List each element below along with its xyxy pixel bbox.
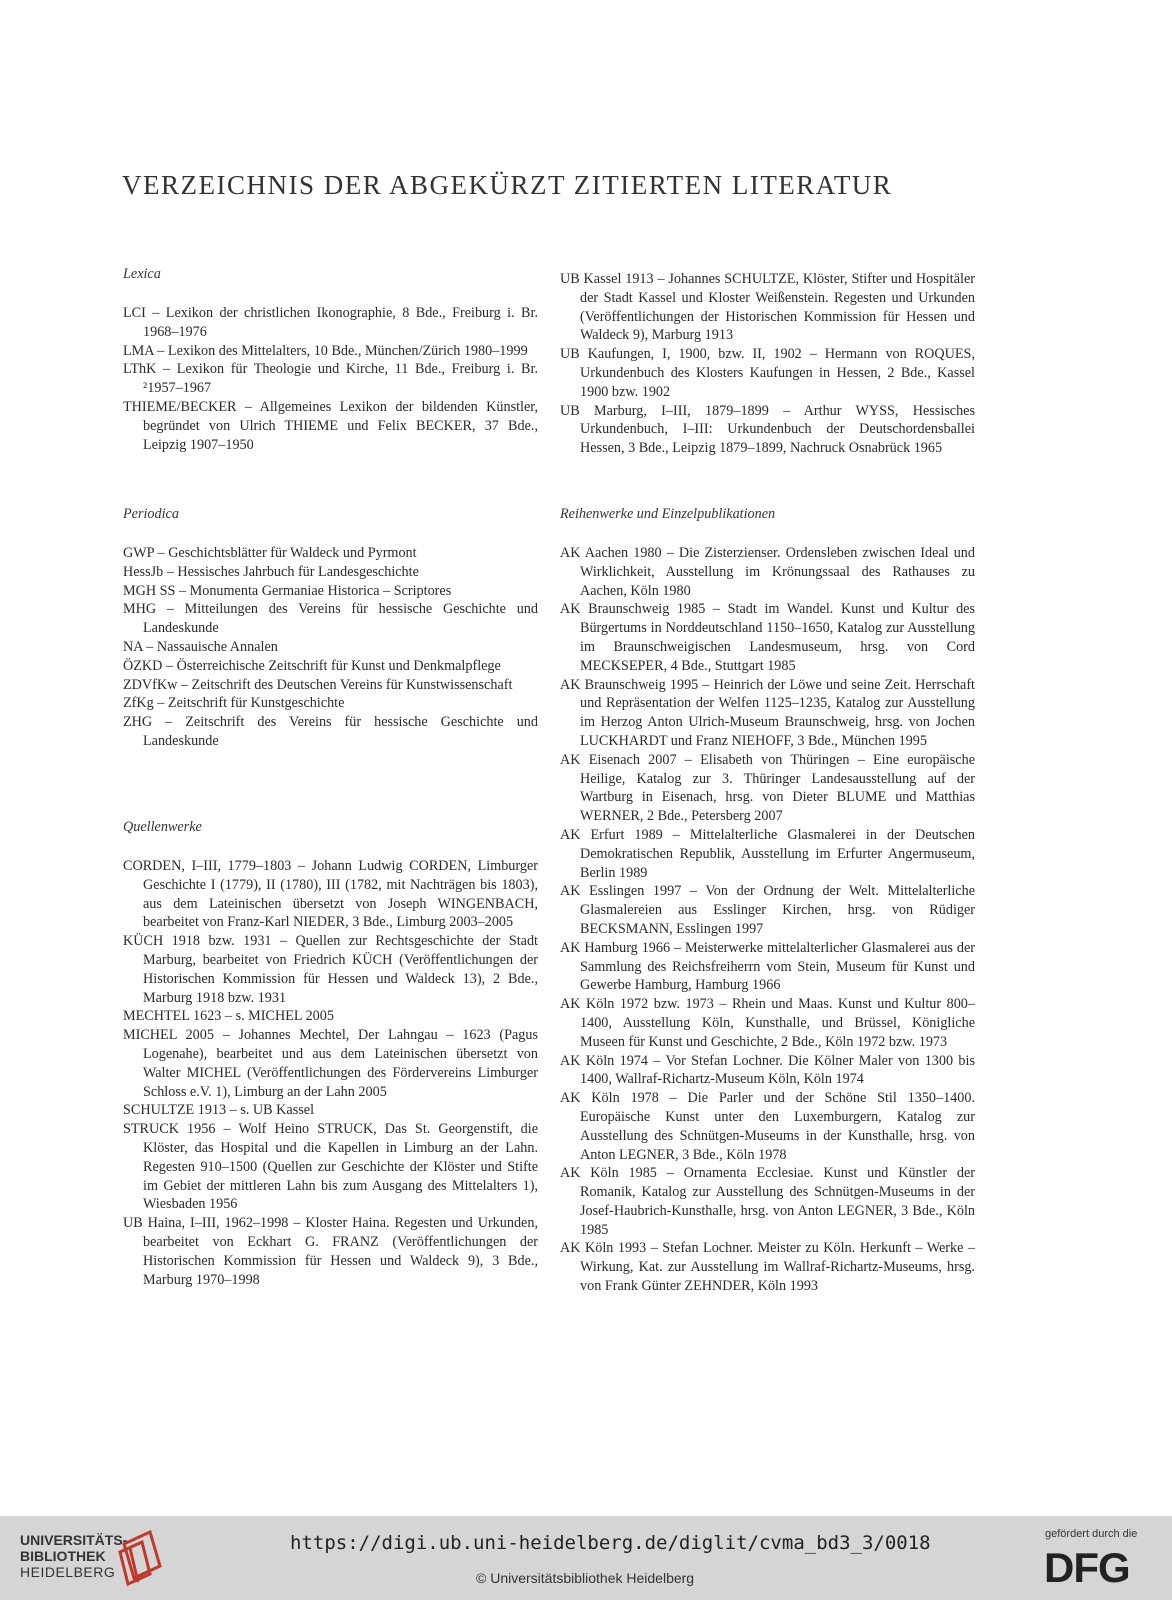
bibliography-entry: NA – Nassauische Annalen [123, 638, 278, 655]
bibliography-entry: AK Eisenach 2007 – Elisabeth von Thüringen – Eine europäische Heilige, Katalog zur 3. Thüringer Landesausstellung auf der Wartburg in Eisenach, hrsg. von Dieter BLUME und Matthias WERNER, 2 Bde., Petersberg 2007 [560, 751, 975, 825]
bibliography-entry: KÜCH 1918 bzw. 1931 – Quellen zur Rechtsgeschichte der Stadt Marburg, bearbeitet von Friedrich KÜCH (Veröffentlichungen der Historischen Kommission für Hessen und Waldeck 13), 2 Bde., Marburg 1918 bzw. 1931 [123, 933, 538, 1006]
entry-list-reihenwerke [560, 544, 975, 1296]
entry-list-urkundenbuecher [560, 270, 975, 458]
entry-list-quellenwerke [123, 857, 538, 1289]
dfg-logo[interactable]: DFG [1044, 1544, 1130, 1591]
bibliography-entry: AK Erfurt 1989 – Mittelalterliche Glasmalerei in der Deutschen Demokratischen Republik, Ausstellung im Erfurter Angermuseum, Berlin 1989 [560, 826, 975, 881]
bibliography-entry: AK Köln 1974 – Vor Stefan Lochner. Die Kölner Maler von 1300 bis 1400, Wallraf-Richartz-Museum Köln, Köln 1974 [560, 1052, 975, 1088]
bibliography-entry: LThK – Lexikon für Theologie und Kirche, 11 Bde., Freiburg i. Br. ²1957–1967 [123, 361, 538, 397]
bibliography-entry: AK Hamburg 1966 – Meisterwerke mittelalterlicher Glasmalerei aus der Sammlung des Reichsfreiherrn vom Stein, Museum für Kunst und Gewerbe Hamburg, Hamburg 1966 [560, 939, 975, 994]
section-periodica [123, 505, 538, 751]
bibliography-entry: AK Braunschweig 1985 – Stadt im Wandel. Kunst und Kultur des Bürgertums in Norddeutschland 1150–1650, Katalog zur Ausstellung im Braunschweigischen Landesmuseum, hrsg. von Cord MECKSEPER, 4 Bde., Stuttgart 1985 [560, 601, 975, 674]
bibliography-entry: MGH SS – Monumenta Germaniae Historica – Scriptores [123, 582, 452, 599]
bibliography-entry: ZDVfKw – Zeitschrift des Deutschen Vereins für Kunstwissenschaft [123, 676, 513, 693]
bibliography-entry: ZHG – Zeitschrift des Vereins für hessische Geschichte und Landeskunde [123, 714, 538, 749]
bibliography-entry: UB Kassel 1913 – Johannes SCHULTZE, Klöster, Stifter und Hospitäler der Stadt Kassel und Kloster Weißenstein. Regesten und Urkunden (Veröffentlichungen der Historischen Kommission für Hessen und Waldeck 9), Marburg 1913 [560, 271, 975, 344]
bibliography-entry: AK Köln 1978 – Die Parler und der Schöne Stil 1350–1400. Europäische Kunst unter den Luxemburgern, Katalog zur Ausstellung des Schnütgen-Museums in der Kunsthalle, hrsg. von Anton LEGNER, 3 Bde., Köln 1978 [560, 1090, 975, 1163]
bibliography-entry: MHG – Mitteilungen des Vereins für hessische Geschichte und Landeskunde [123, 601, 538, 637]
bibliography-entry: LCI – Lexikon der christlichen Ikonographie, 8 Bde., Freiburg i. Br. 1968–1976 [123, 305, 538, 340]
bibliography-entry: AK Braunschweig 1995 – Heinrich der Löwe und seine Zeit. Herrschaft und Repräsentation der Welfen 1125–1235, Katalog zur Ausstellung im Herzog Anton Ulrich-Museum Braunschweig, hrsg. von Jochen LUCKHARDT und Franz NIEHOFF, 3 Bde., München 1995 [560, 676, 975, 749]
bibliography-entry: UB Haina, I–III, 1962–1998 – Kloster Haina. Regesten und Urkunden, bearbeitet von Eckhart G. FRANZ (Veröffentlichungen der Historischen Kommission für Hessen und Waldeck 9), 3 Bde., Marburg 1970–1998 [123, 1215, 538, 1288]
page-title: VERZEICHNIS DER ABGEKÜRZT ZITIERTEN LITERATUR [122, 170, 893, 200]
bibliography-entry: ZfKg – Zeitschrift für Kunstgeschichte [123, 695, 345, 712]
copyright-notice: © Universitätsbibliothek Heidelberg [476, 1570, 695, 1586]
bibliography-entry: AK Köln 1993 – Stefan Lochner. Meister zu Köln. Herkunft – Werke – Wirkung, Kat. zur Ausstellung im Wallraf-Richartz-Museums, hrsg. von Frank Günter ZEHNDER, Köln 1993 [560, 1240, 975, 1295]
bibliography-entry: MECHTEL 1623 – s. MICHEL 2005 [123, 1008, 334, 1025]
funder-label: gefördert durch die [1045, 1528, 1138, 1540]
bibliography-entry: MICHEL 2005 – Johannes Mechtel, Der Lahngau – 1623 (Pagus Logenahe), bearbeitet und aus dem Lateinischen übersetzt von Walter MICHEL (Veröffentlichungen des Fördervereins Limburger Schloss e.V. 1), Limburg an der Lahn 2005 [123, 1027, 538, 1100]
bibliography-entry: HessJb – Hessisches Jahrbuch für Landesgeschichte [123, 563, 419, 580]
section-lexica [123, 265, 538, 454]
bibliography-entry: STRUCK 1956 – Wolf Heino STRUCK, Das St. Georgenstift, die Klöster, das Hospital und die Kapellen in Limburg an der Lahn. Regesten 910–1500 (Quellen zur Geschichte der Klöster und Stifte im Gebiet der mittleren Lahn bis zum Ausgang des Mittelalters 1), Wiesbaden 1956 [123, 1121, 538, 1213]
section-heading-periodica: Periodica [123, 506, 179, 522]
bibliography-entry: AK Köln 1972 bzw. 1973 – Rhein und Maas. Kunst und Kultur 800–1400, Ausstellung Köln, Kunsthalle, und Brüssel, Königliche Museen für Kunst und Geschichte, 2 Bde., Köln 1972 bzw. 1973 [560, 996, 975, 1050]
bibliography-entry: SCHULTZE 1913 – s. UB Kassel [123, 1102, 315, 1119]
bibliography-entry: UB Kaufungen, I, 1900, bzw. II, 1902 – Hermann von ROQUES, Urkundenbuch des Klosters Kaufungen in Hessen, 2 Bde., Kassel 1900 bzw. 1902 [560, 346, 975, 400]
bibliography-entry: AK Aachen 1980 – Die Zisterzienser. Ordensleben zwischen Ideal und Wirklichkeit, Ausstellung im Krönungssaal des Rathauses zu Aachen, Köln 1980 [560, 545, 975, 599]
library-name-line2: BIBLIOTHEK [20, 1548, 106, 1564]
section-heading-lexica: Lexica [123, 266, 161, 282]
bibliography-entry: AK Köln 1985 – Ornamenta Ecclesiae. Kunst und Künstler der Romanik, Katalog zur Ausstellung des Schnütgen-Museums in der Josef-Haubrich-Kunsthalle, hrsg. von Anton LEGNER, 3 Bde., Köln 1985 [560, 1165, 975, 1238]
bibliography-entry: ÖZKD – Österreichische Zeitschrift für Kunst und Denkmalpflege [123, 657, 501, 674]
bibliography-entry: GWP – Geschichtsblätter für Waldeck und Pyrmont [123, 545, 417, 561]
library-logo-icon [116, 1526, 166, 1592]
library-name-line1: UNIVERSITÄTS- [20, 1532, 128, 1548]
section-quellenwerke [123, 818, 538, 1289]
library-name-line3: HEIDELBERG [20, 1564, 116, 1580]
permalink-url[interactable]: https://digi.ub.uni-heidelberg.de/diglit/cvma_bd3_3/0018 [290, 1532, 931, 1554]
bibliography-entry: LMA – Lexikon des Mittelalters, 10 Bde., München/Zürich 1980–1999 [123, 342, 528, 359]
bibliography-entry: THIEME/BECKER – Allgemeines Lexikon der bildenden Künstler, begründet von Ulrich THIEME und Felix BECKER, 37 Bde., Leipzig 1907–1950 [123, 398, 538, 453]
entry-list-lexica [123, 304, 538, 454]
section-reihenwerke [560, 505, 975, 1296]
section-heading-reihenwerke: Reihenwerke und Einzelpublikationen [560, 506, 776, 522]
bibliography-entry: AK Esslingen 1997 – Von der Ordnung der Welt. Mittelalterliche Glasmalereien aus Esslinger Kirchen, hrsg. von Rüdiger BECKSMANN, Esslingen 1997 [560, 883, 975, 937]
library-logo-text[interactable] [20, 1532, 127, 1580]
section-heading-quellenwerke: Quellenwerke [123, 819, 202, 835]
bibliography-entry: CORDEN, I–III, 1779–1803 – Johann Ludwig CORDEN, Limburger Geschichte I (1779), II (1780), III (1782, mit Nachträgen bis 1803), aus dem Lateinischen übersetzt von Joseph WINGENBACH, bearbeitet von Franz-Karl NIEDER, 3 Bde., Limburg 2003–2005 [123, 858, 538, 931]
footer-bar [0, 1516, 1172, 1600]
bibliography-entry: UB Marburg, I–III, 1879–1899 – Arthur WYSS, Hessisches Urkundenbuch, I–III: Urkundenbuch der Deutschordensballei Hessen, 3 Bde., Leipzig 1879–1899, Nachruck Osnabrück 1965 [560, 402, 975, 457]
entry-list-periodica [123, 544, 538, 751]
section-urkundenbuecher [560, 270, 975, 458]
